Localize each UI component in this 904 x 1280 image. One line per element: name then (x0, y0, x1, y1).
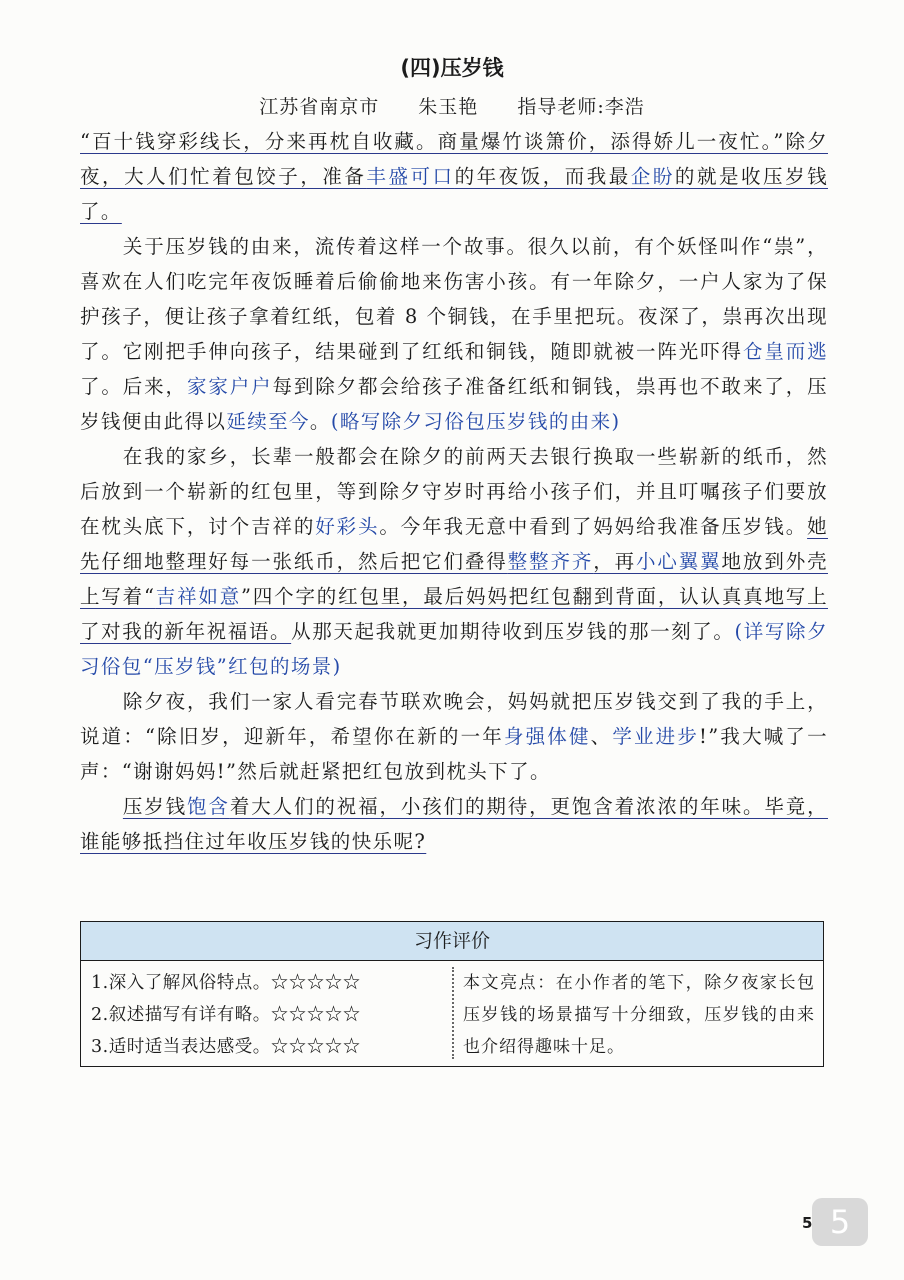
text-segment: 关于压岁钱的由来，流传着这样一个故事。很久以前，有个妖怪叫作“祟”，喜欢在人们吃完年夜饭睡着后偷偷地来伤害小孩。有一年除夕，一户人家为了保护孩子，便让孩子拿着红纸，包着 8 个铜钱，在手里把玩。夜深了，祟再次出现了。它刚把手伸向孩子，结果碰到了红纸和铜钱，随即就被一阵光吓得 (80, 235, 828, 363)
article-title: (四)压岁钱 (400, 56, 504, 80)
text-segment: 延续至今 (226, 410, 310, 433)
text-segment: 整整齐齐 (507, 550, 594, 573)
text-segment: 她先仔细地整理好每一张纸币，然后把它们叠得 (80, 515, 828, 573)
text-segment: 从那天起我就更加期待收到压岁钱的那一刻了。 (291, 620, 735, 643)
text-segment: 在我的家乡，长辈一般都会在除夕的前两天去银行换取一些崭新的纸币，然后放到一个崭新的红包里，等到除夕守岁时再给小孩子们，并且叮嘱孩子们要放在枕头底下，讨个吉祥的 (80, 445, 828, 538)
text-segment: 丰盛可口 (366, 165, 455, 188)
text-segment: 的年夜饭，而我最 (454, 165, 631, 188)
author-place: 江苏省南京市 (259, 96, 380, 118)
evaluation-header: 习作评价 (81, 922, 823, 961)
text-segment: 企盼 (630, 165, 675, 188)
criterion-item: 2.叙述描写有详有略。☆☆☆☆☆ (91, 1005, 361, 1025)
text-segment: (略写除夕习俗包压岁钱的由来) (330, 410, 621, 433)
text-segment: 地放到外壳上写着“ (80, 550, 828, 608)
criterion-item: 1.深入了解风俗特点。☆☆☆☆☆ (91, 973, 361, 993)
text-segment: 身强体健 (503, 725, 591, 748)
text-segment: 、 (590, 725, 613, 748)
evaluation-highlight: 本文亮点：在小作者的笔下，除夕夜家长包压岁钱的场景描写十分细致，压岁钱的由来也介绍得趣味十足。 (463, 973, 815, 1057)
paragraph (80, 229, 828, 439)
text-segment: ”四个字的红包里，最后妈妈把红包翻到背面，认认真真地写上了对我的新年祝福语。 (80, 585, 828, 643)
text-segment: “百十钱穿彩线长，分来再枕自收藏。商量爆竹谈箫价，添得娇儿一夜忙。”除夕夜，大人们忙着包饺子，准备 (80, 130, 828, 188)
text-segment: 每到除夕都会给孩子准备红纸和铜钱，祟再也不敢来了，压岁钱便由此得以 (80, 375, 828, 433)
text-segment: 饱含 (187, 795, 230, 818)
evaluation-box (80, 921, 824, 1067)
text-segment: ，再 (593, 550, 636, 573)
paragraph (80, 439, 828, 684)
article-body (80, 124, 828, 859)
text-segment: 小心翼翼 (636, 550, 722, 573)
text-segment: 家家户户 (186, 375, 273, 398)
page-number: 5 (802, 1214, 813, 1232)
criterion-item: 3.适时适当表达感受。☆☆☆☆☆ (91, 1037, 361, 1057)
page-badge[interactable]: 5 (812, 1198, 868, 1246)
teacher-name: 指导老师:李浩 (517, 96, 645, 118)
text-segment: 压岁钱 (122, 795, 188, 818)
byline (0, 92, 904, 119)
text-segment: 的就是收压岁钱了。 (80, 165, 828, 223)
text-segment: 好彩头 (315, 515, 380, 538)
text-segment: 。今年我无意中看到了妈妈给我准备压岁钱。 (379, 515, 808, 538)
dotted-divider (452, 967, 454, 1059)
author-name: 朱玉艳 (418, 96, 479, 118)
text-segment: 吉祥如意 (155, 585, 242, 608)
evaluation-criteria (91, 967, 441, 1063)
paragraph (80, 684, 828, 789)
text-segment: 学业进步 (612, 725, 700, 748)
text-segment: (详写除夕习俗包“压岁钱”红包的场景) (80, 620, 828, 678)
text-segment: 了。后来， (80, 375, 187, 398)
text-segment: 着大人们的祝福，小孩们的期待，更饱含着浓浓的年味。毕竟，谁能够抵挡住过年收压岁钱的快乐呢? (80, 795, 828, 853)
text-segment: 。 (309, 410, 331, 433)
text-segment: !”我大喊了一声：“谢谢妈妈!”然后就赶紧把红包放到枕头下了。 (80, 725, 829, 783)
paragraph (80, 789, 828, 859)
paragraph (80, 124, 828, 229)
text-segment: 除夕夜，我们一家人看完春节联欢晚会，妈妈就把压岁钱交到了我的手上，说道：“除旧岁，迎新年，希望你在新的一年 (80, 690, 828, 748)
text-segment: 仓皇而逃 (742, 340, 828, 363)
